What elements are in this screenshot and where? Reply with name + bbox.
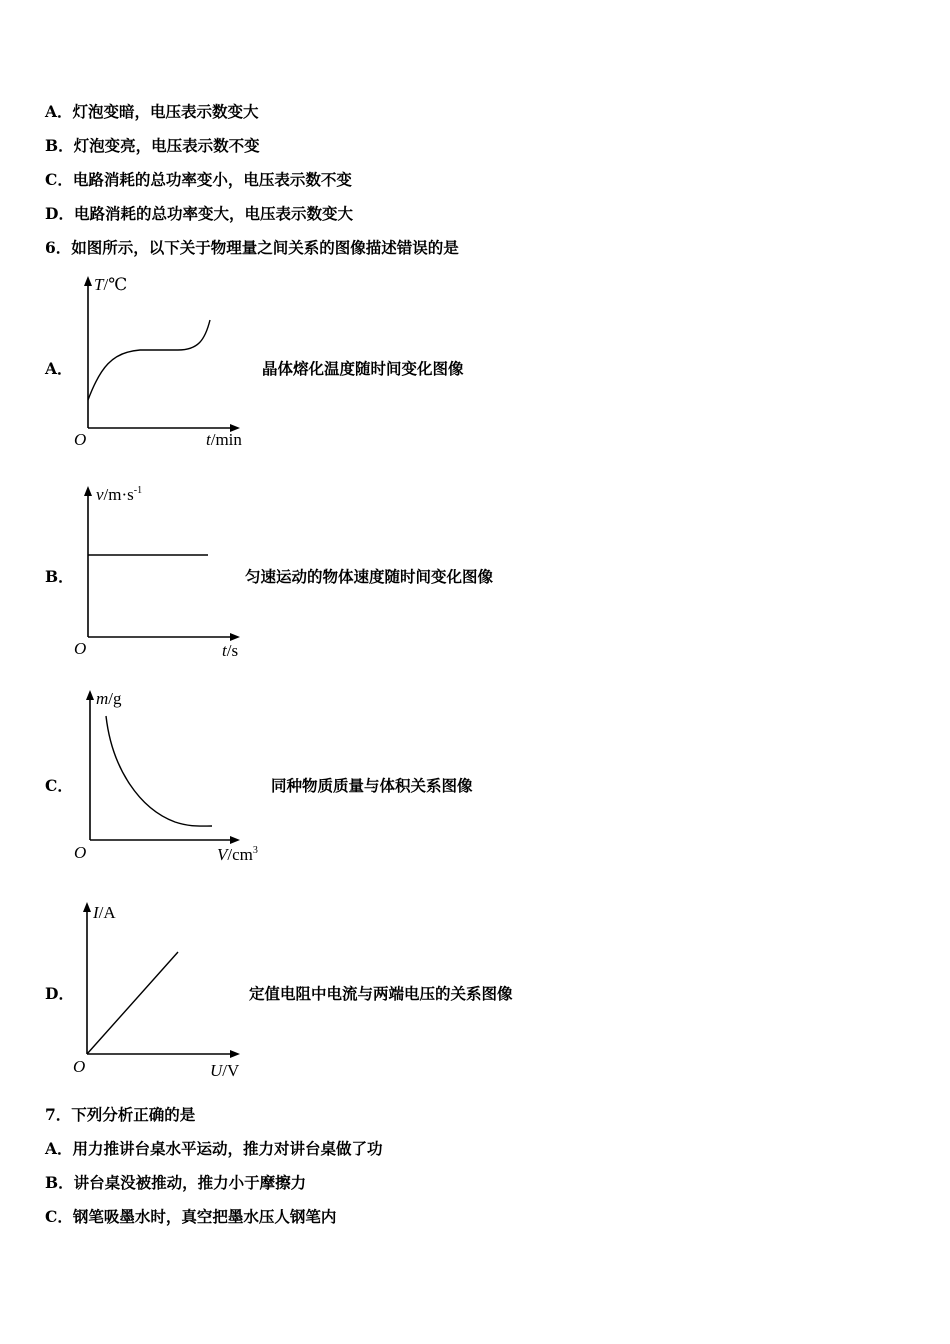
decreasing-curve: [106, 716, 212, 826]
x-axis-arrow-icon: [230, 1050, 240, 1058]
y-axis-label: m/g: [96, 689, 122, 708]
option-letter: D．: [45, 204, 74, 223]
q6-option-b-graph: [60, 480, 270, 670]
option-text: 用力推讲台桌水平运动，推力对讲台桌做了功: [72, 1139, 383, 1158]
x-axis-label: t/min: [206, 430, 242, 449]
q5-option-d: [45, 204, 353, 224]
x-axis-label: t/s: [222, 641, 239, 660]
q7-option-a: [45, 1139, 383, 1159]
origin-label: O: [74, 430, 87, 449]
option-text: 灯泡变亮，电压表示数不变: [73, 136, 260, 155]
option-text: 电路消耗的总功率变小，电压表示数不变: [72, 170, 352, 189]
q6-option-b-caption: 匀速运动的物体速度随时间变化图像: [245, 567, 494, 586]
proportional-line: [87, 952, 178, 1054]
option-text: 电路消耗的总功率变大，电压表示数变大: [73, 204, 353, 223]
q6-option-d-caption: 定值电阻中电流与两端电压的关系图像: [249, 984, 513, 1003]
option-text: 灯泡变暗，电压表示数变大: [72, 102, 259, 121]
option-letter: C．: [45, 170, 73, 189]
q5-option-a: [45, 102, 259, 122]
option-letter: C．: [45, 1207, 73, 1226]
y-axis-label: $v/m\cdot s^{-1}$: [96, 485, 143, 504]
q6-option-d-letter: D．: [45, 984, 74, 1003]
option-letter: B．: [45, 1173, 74, 1192]
q6-option-c-graph: [60, 684, 275, 874]
q7-option-c: [45, 1207, 336, 1227]
q5-option-c: [45, 170, 352, 190]
option-letter: A．: [45, 102, 73, 121]
q7-option-b: [45, 1173, 306, 1193]
origin-label: O: [74, 639, 87, 658]
q6-option-d-graph: [60, 896, 270, 1086]
y-axis-arrow-icon: [84, 276, 92, 286]
option-letter: A．: [45, 1139, 73, 1158]
q6-stem: 6．如图所示，以下关于物理量之间关系的图像描述错误的是: [45, 238, 459, 257]
q6-option-c-letter: C．: [45, 776, 73, 795]
y-axis-label: T/℃: [94, 275, 128, 294]
x-axis-arrow-icon: [230, 836, 240, 844]
y-axis-label: I/A: [93, 903, 116, 922]
y-axis-arrow-icon: [84, 486, 92, 496]
option-text: 讲台桌没被推动，推力小于摩擦力: [73, 1173, 307, 1192]
q5-option-b: [45, 136, 260, 156]
y-axis-arrow-icon: [86, 690, 94, 700]
option-text: 钢笔吸墨水时，真空把墨水压人钢笔内: [72, 1207, 337, 1226]
option-letter: B．: [45, 136, 74, 155]
q6-option-a-graph: [60, 268, 270, 458]
x-axis-label: U/V: [210, 1061, 240, 1080]
q7-stem: 7．下列分析正确的是: [45, 1105, 196, 1124]
q6-option-b-letter: B．: [45, 567, 74, 586]
q6-option-c-caption: 同种物质质量与体积关系图像: [271, 776, 473, 795]
q6-option-a-caption: 晶体熔化温度随时间变化图像: [262, 359, 464, 378]
origin-label: O: [74, 843, 87, 862]
x-axis-label: $V/cm^3$: [217, 845, 258, 864]
melting-curve: [88, 320, 210, 400]
x-axis-arrow-icon: [230, 633, 240, 641]
origin-label: O: [73, 1057, 86, 1076]
q6-option-a-letter: A．: [45, 359, 73, 378]
y-axis-arrow-icon: [83, 902, 91, 912]
